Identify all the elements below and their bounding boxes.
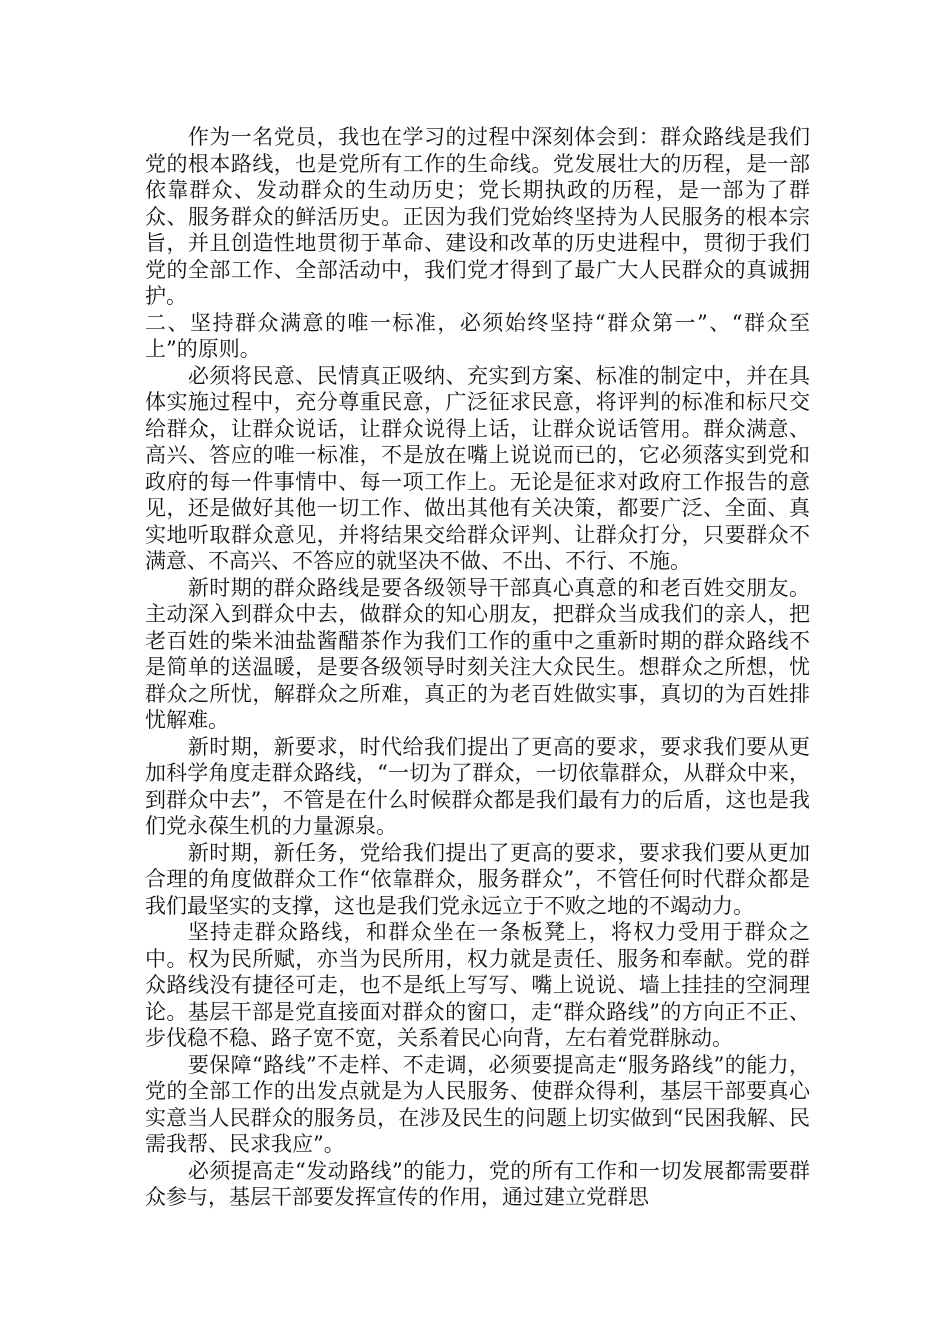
paragraph-new-era-mass-line: 新时期的群众路线是要各级领导干部真心真意的和老百姓交朋友。主动深入到群众中去，做群众的知心朋友，把群众当成我们的亲人，把老百姓的柴米油盐酱醋茶作为我们工作的重中之重新时期的群众路线不是简单的送温暖，是要各级领导时刻关注大众民生。想群众之所想，忧群众之所忧，解群众之所难，真正的为老百姓做实事，真切的为百姓排忧解难。 xyxy=(145,575,810,732)
paragraph-mobilization-line: 必须提高走“发动路线”的能力，党的所有工作和一切发展都需要群众参与，基层干部要发挥宣传的作用，通过建立党群思 xyxy=(145,1158,810,1209)
paragraph-adhere-mass-line: 坚持走群众路线，和群众坐在一条板凳上，将权力受用于群众之中。权为民所赋，亦当为民所用，权力就是责任、服务和奉献。党的群众路线没有捷径可走，也不是纸上写写、嘴上说说、墙上挂挂的空洞理论。基层干部是党直接面对群众的窗口，走“群众路线”的方向正不正、步伐稳不稳、路子宽不宽，关系着民心向背，左右着党群脉动。 xyxy=(145,920,810,1050)
paragraph-service-line: 要保障“路线”不走样、不走调，必须要提高走“服务路线”的能力，党的全部工作的出发点就是为人民服务、使群众得利，基层干部要真心实意当人民群众的服务员，在涉及民生的问题上切实做到“民困我解、民需我帮、民求我应”。 xyxy=(145,1052,810,1156)
paragraph-party-member-reflection: 作为一名党员，我也在学习的过程中深刻体会到：群众路线是我们党的根本路线，也是党所有工作的生命线。党发展壮大的历程，是一部依靠群众、发动群众的生动历史；党长期执政的历程，是一部为了群众、服务群众的鲜活历史。正因为我们党始终坚持为人民服务的根本宗旨，并且创造性地贯彻于革命、建设和改革的历史进程中，贯彻于我们党的全部工作、全部活动中，我们党才得到了最广大人民群众的真诚拥护。 xyxy=(145,125,810,308)
paragraph-new-requirements: 新时期，新要求，时代给我们提出了更高的要求，要求我们要从更加科学角度走群众路线，“一切为了群众，一切依靠群众，从群众中来，到群众中去”，不管是在什么时候群众都是我们最有力的后盾，这也是我们党永葆生机的力量源泉。 xyxy=(145,734,810,838)
document-body xyxy=(145,124,810,1211)
paragraph-new-tasks: 新时期，新任务，党给我们提出了更高的要求，要求我们要从更加合理的角度做群众工作“依靠群众，服务群众”，不管任何时代群众都是我们最坚实的支撑，这也是我们党永远立于不败之地的不竭动力。 xyxy=(145,840,810,918)
paragraph-public-opinion: 必须将民意、民情真正吸纳、充实到方案、标准的制定中，并在具体实施过程中，充分尊重民意，广泛征求民意，将评判的标准和标尺交给群众，让群众说话，让群众说得上话，让群众说话管用。群众满意、高兴、答应的唯一标准，不是放在嘴上说说而已的，它必须落实到党和政府的每一件事情中、每一项工作上。无论是征求对政府工作报告的意见，还是做好其他一切工作、做出其他有关决策，都要广泛、全面、真实地听取群众意见，并将结果交给群众评判、让群众打分，只要群众不满意、不高兴、不答应的就坚决不做、不出、不行、不施。 xyxy=(145,363,810,573)
section-heading-two: 二、坚持群众满意的唯一标准，必须始终坚持“群众第一”、“群众至上”的原则。 xyxy=(145,310,810,361)
